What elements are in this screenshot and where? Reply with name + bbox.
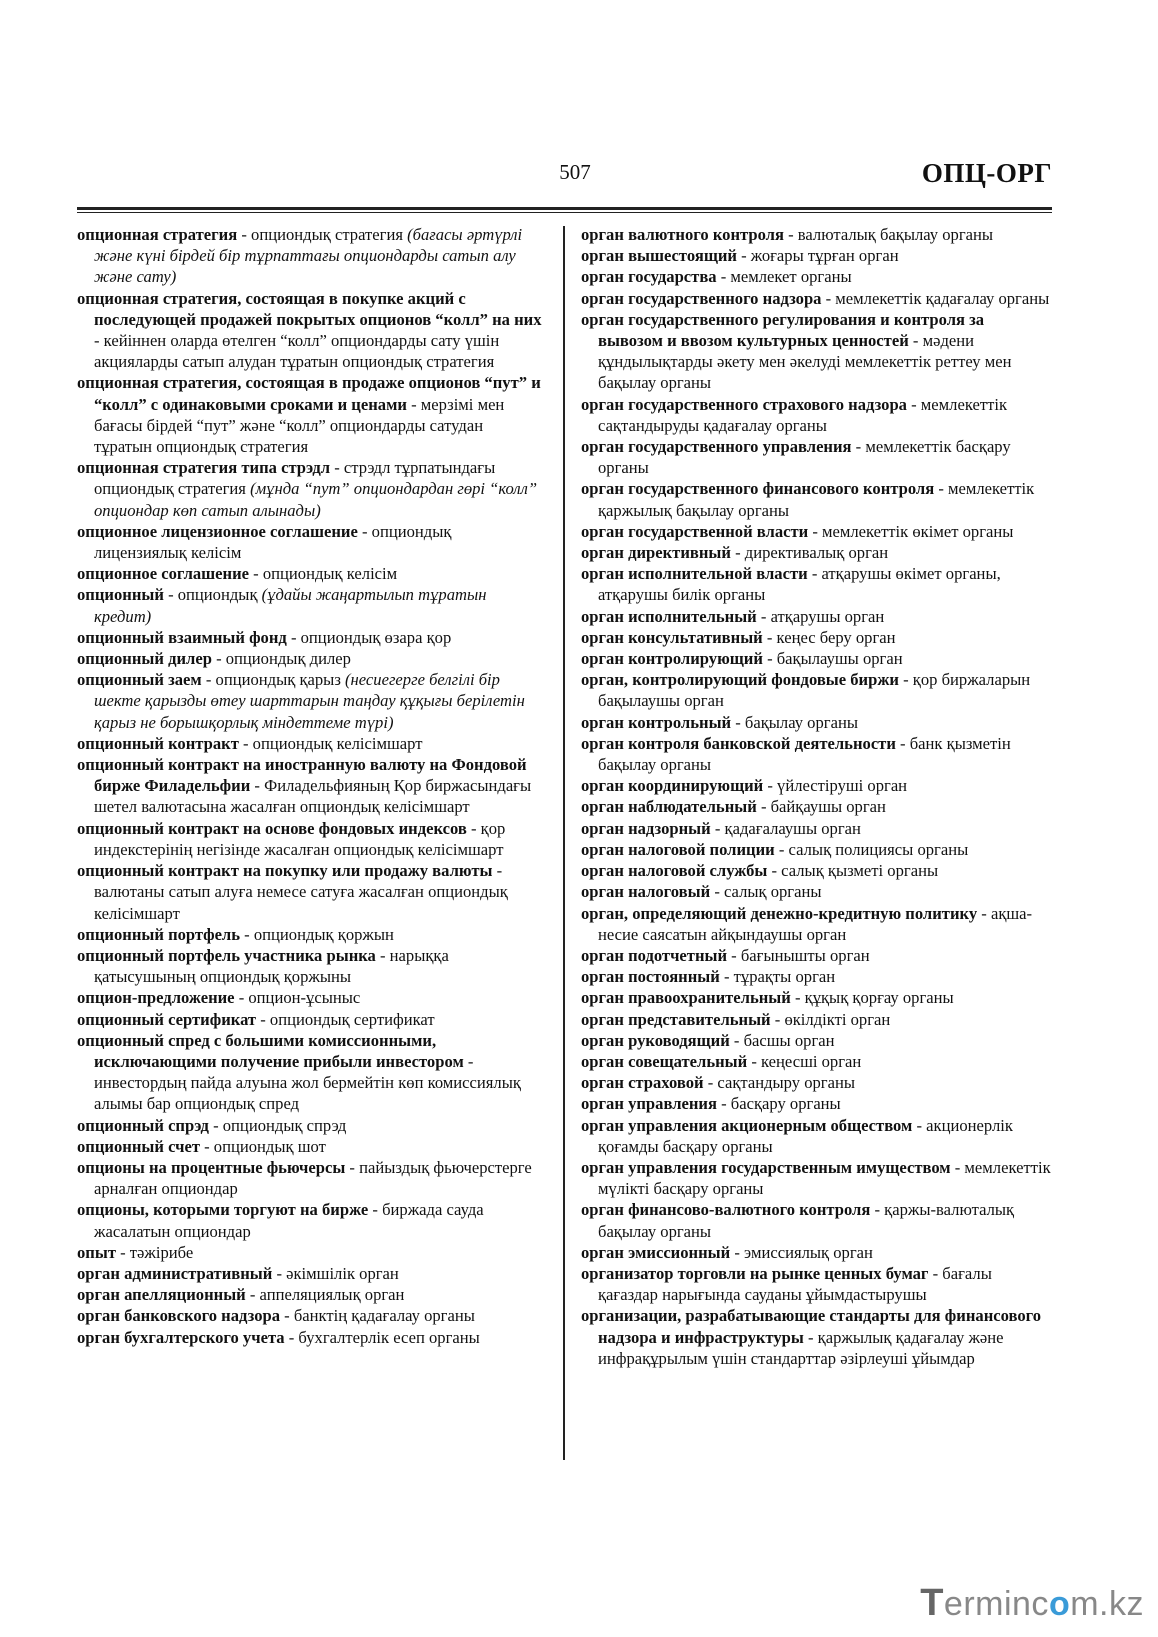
dictionary-entry (77, 987, 543, 1008)
dictionary-entry (77, 754, 543, 818)
entry-term: орган, определяющий денежно-кредитную политику (581, 903, 978, 923)
dictionary-entry (581, 1199, 1051, 1241)
dictionary-entry (581, 903, 1051, 945)
dictionary-entry (581, 542, 1051, 563)
dictionary-entry (581, 881, 1051, 902)
dictionary-entry (581, 669, 1051, 711)
entry-term: опционный дилер (77, 649, 212, 669)
dictionary-entry (581, 563, 1051, 605)
entry-definition: - тұрақты орган (719, 967, 836, 987)
entry-definition: - эмиссиялық орган (730, 1242, 873, 1262)
dictionary-entry (77, 627, 543, 648)
dictionary-entry (581, 860, 1051, 881)
entry-term: орган консультативный (581, 627, 763, 647)
dictionary-entry (77, 1284, 543, 1305)
entry-definition: - атқарушы өкімет органы, атқарушы билік органы (598, 564, 1001, 605)
dictionary-entry (77, 1327, 543, 1348)
dictionary-entry (77, 288, 543, 373)
page-number: 507 (559, 160, 591, 184)
dictionary-entry (581, 1115, 1051, 1157)
entry-definition: - директивалық орган (730, 543, 889, 563)
entry-definition: - мемлекеттік басқару органы (598, 437, 1011, 478)
entry-definition: - кеңесші орган (747, 1051, 862, 1071)
entry-definition: - құқық қорғау органы (790, 988, 954, 1008)
header-rule-thick (77, 207, 1052, 210)
dictionary-entry (581, 309, 1051, 394)
dictionary-entry (581, 1157, 1051, 1199)
entry-definition: - қор биржаларын бақылаушы орган (598, 670, 1031, 711)
dictionary-entry (77, 1009, 543, 1030)
entry-term: орган правоохранительный (581, 988, 791, 1008)
entry-term: орган страховой (581, 1073, 704, 1093)
dictionary-entry (77, 563, 543, 584)
dictionary-entry (581, 775, 1051, 796)
dictionary-entry (77, 521, 543, 563)
entry-definition: - Филадельфияның Қор биржасындағы шетел валютасына жасалған опциондық келісімшарт (94, 776, 532, 817)
dictionary-entry (581, 266, 1051, 287)
entry-term: орган исполнительной власти (581, 564, 808, 584)
entry-term: орган управления государственным имуществом (581, 1157, 951, 1177)
dictionary-entry (581, 288, 1051, 309)
dictionary-entry (77, 372, 543, 457)
entry-note: (несиегерге белгілі бір шекте қарызды өтеу шарттарын таңдау құқығы берілетін қарыз не борышқорлық міндеттеме түрі) (94, 670, 525, 732)
entry-term: орган валютного контроля (581, 225, 784, 244)
entry-definition: - басқару органы (716, 1094, 841, 1114)
entry-term: опцион-предложение (77, 988, 235, 1008)
entry-term: орган, контролирующий фондовые биржи (581, 670, 899, 690)
entry-term: орган совещательный (581, 1051, 748, 1071)
entry-term: орган административный (77, 1263, 273, 1283)
dictionary-entry (77, 457, 543, 521)
entry-term: опционный (77, 585, 164, 605)
dictionary-entry (581, 394, 1051, 436)
dictionary-entry (581, 224, 1051, 245)
left-column (77, 224, 543, 1348)
entry-term: опционный спрэд (77, 1115, 209, 1135)
dictionary-entry (581, 1030, 1051, 1051)
entry-term: орган апелляционный (77, 1285, 246, 1305)
dictionary-entry (581, 1242, 1051, 1263)
entry-term: организатор торговли на рынке ценных бумаг (581, 1263, 929, 1283)
dictionary-entry (581, 987, 1051, 1008)
entry-term: орган финансово-валютного контроля (581, 1200, 871, 1220)
dictionary-entry (77, 1115, 543, 1136)
entry-term: орган эмиссионный (581, 1242, 731, 1262)
entry-note: (мұнда “пут” опциондардан гөрі “колл” опциондар көп сатып алынады) (94, 479, 538, 520)
entry-definition: - қор индекстерінің негізінде жасалған опциондық келісімшарт (94, 818, 506, 859)
entry-definition: - салық органы (710, 882, 822, 902)
entry-term: опционная стратегия, состоящая в покупке акций с последующей продажей покрытых опционов “колл” на них (77, 288, 542, 329)
column-divider (563, 226, 565, 1460)
entry-definition: - кейіннен оларда өтелген “колл” опциондарды сату үшін акцияларды сатып алудан тұратын опциондық стратегия (94, 331, 500, 372)
entry-term: опционная стратегия, состоящая в продаже опционов “пут” и “колл” с одинаковыми сроками и ценами (77, 373, 541, 414)
entry-term: орган государственной власти (581, 521, 809, 541)
dictionary-entry (581, 521, 1051, 542)
entry-term: орган координирующий (581, 776, 764, 796)
dictionary-entry (77, 860, 543, 924)
entry-term: орган государственного регулирования и контроля за вывозом и ввозом культурных ценностей (581, 309, 985, 351)
entry-term: опционный контракт (77, 733, 239, 753)
entry-definition: - жоғары тұрған орган (736, 246, 899, 266)
entry-definition: - қадағалаушы орган (710, 818, 861, 838)
dictionary-entry (581, 1009, 1051, 1030)
running-head: ОПЦ-ОРГ (921, 158, 1052, 188)
dictionary-entry (581, 648, 1051, 669)
entry-term: орган подотчетный (581, 945, 728, 965)
dictionary-entry (77, 669, 543, 733)
entry-term: опционная стратегия (77, 225, 238, 244)
entry-term: орган контролирующий (581, 649, 763, 669)
entry-term: опционный взаимный фонд (77, 627, 287, 647)
entry-definition: - мәдени құндылықтарды әкету мен әкелуді мемлекеттік реттеу мен бақылау органы (598, 331, 1012, 393)
entry-definition: - қаржы-валюталық бақылау органы (598, 1200, 1015, 1241)
entry-term: орган контроля банковской деятельности (581, 733, 896, 753)
entry-definition: - бағалы қағаздар нарығында сауданы ұйымдастырушы (598, 1263, 992, 1305)
entry-term: орган постоянный (581, 967, 720, 987)
entry-term: орган директивный (581, 543, 731, 563)
entry-term: опционное соглашение (77, 564, 250, 584)
entry-definition: - ақша-несие саясатын айқындаушы орган (598, 903, 1033, 944)
entry-definition: - валютаны сатып алуға немесе сатуға жасалған опциондық келісімшарт (94, 861, 508, 923)
entry-definition: - салық полициясы органы (774, 839, 969, 859)
entry-term: орган контрольный (581, 712, 732, 732)
entry-term: орган управления (581, 1094, 717, 1114)
dictionary-entry (77, 924, 543, 945)
dictionary-entry (581, 606, 1051, 627)
dictionary-entry (581, 818, 1051, 839)
entry-definition: - қаржылық қадағалау және инфрақұрылым үшін стандарттар әзірлеуші ұйымдар (598, 1327, 1004, 1368)
dictionary-entry (77, 1157, 543, 1199)
dictionary-entry (77, 1136, 543, 1157)
dictionary-entry (581, 796, 1051, 817)
dictionary-entry (581, 712, 1051, 733)
entry-term: орган налоговой полиции (581, 839, 775, 859)
entry-definition: - мемлекет органы (716, 267, 852, 287)
entry-definition: - опциондық қоржын (240, 924, 394, 944)
dictionary-entry (581, 945, 1051, 966)
entry-note: (ұдайы жаңартылып тұратын кредит) (94, 585, 487, 626)
entry-definition: - өкілдікті орган (770, 1009, 891, 1029)
entry-definition: - әкімшілік орган (272, 1263, 399, 1283)
entry-term: орган государственного управления (581, 437, 852, 457)
entry-term: орган государственного страхового надзора (581, 394, 907, 414)
entry-definition: - опциондық лицензиялық келісім (94, 521, 452, 563)
entry-definition: - пайыздық фьючерстерге арналған опциондар (94, 1157, 532, 1199)
dictionary-entry (581, 1305, 1051, 1369)
entry-definition: - опциондық дилер (211, 649, 351, 669)
entry-definition: - биржада сауда жасалатын опциондар (94, 1200, 484, 1241)
dictionary-entry (581, 245, 1051, 266)
entry-definition: - атқарушы орган (756, 606, 885, 626)
dictionary-entry (581, 1263, 1051, 1305)
entry-definition: - мемлекеттік қаржылық бақылау органы (598, 479, 1035, 520)
entry-definition: - үйлестіруші орган (763, 776, 908, 796)
entry-definition: - опциондық келісім (249, 564, 398, 584)
entry-definition: - бағынышты орган (727, 945, 870, 965)
site-watermark-logo: Termincom.kz (920, 1582, 1144, 1624)
entry-definition: - бақылаушы орган (762, 649, 903, 669)
dictionary-entry (77, 1305, 543, 1326)
entry-term: орган государственного надзора (581, 288, 822, 308)
entry-term: опционы на процентные фьючерсы (77, 1157, 346, 1177)
dictionary-entry (77, 584, 543, 626)
entry-definition: - опциондық стратегия (237, 225, 408, 244)
entry-term: опционный заем (77, 670, 202, 690)
entry-definition: - опциондық қарыз (201, 670, 346, 690)
entry-definition: - опциондық (163, 585, 262, 605)
dictionary-entry (77, 648, 543, 669)
entry-definition: - стрэдл тұрпатындағы опциондық стратегия (94, 458, 496, 499)
entry-term: опционный спред с большими комиссионными, исключающими получение прибыли инвестором (77, 1030, 464, 1071)
dictionary-entry (77, 224, 543, 288)
entry-note: (бағасы әртүрлі және күні бірдей бір тұрпаттағы опциондарды сатып алу және сату) (94, 225, 523, 287)
entry-definition: - опцион-ұсыныс (234, 988, 361, 1008)
dictionary-entry (581, 1072, 1051, 1093)
dictionary-entry (581, 733, 1051, 775)
entry-term: опционный контракт на основе фондовых индексов (77, 818, 467, 838)
header-rule-thin (77, 212, 1052, 213)
entry-term: орган исполнительный (581, 606, 757, 626)
dictionary-entry (77, 1263, 543, 1284)
entry-definition: - опциондық келісімшарт (238, 733, 423, 753)
dictionary-entry (581, 436, 1051, 478)
entry-term: опционный портфель участника рынка (77, 945, 376, 965)
entry-term: опционный контракт на покупку или продажу валюты (77, 861, 493, 881)
dictionary-entry (77, 733, 543, 754)
entry-definition: - банктің қадағалау органы (280, 1306, 475, 1326)
entry-term: опционный счет (77, 1136, 200, 1156)
entry-term: орган налоговой службы (581, 861, 768, 881)
entry-term: орган налоговый (581, 882, 711, 902)
entry-term: опционный контракт на иностранную валюту на Фондовой бирже Филадельфии (77, 755, 527, 796)
entry-term: опыт (77, 1242, 116, 1262)
entry-term: орган государства (581, 267, 717, 287)
dictionary-entry (77, 945, 543, 987)
entry-definition: - бухгалтерлік есеп органы (284, 1327, 480, 1347)
entry-definition: - кеңес беру орган (762, 627, 896, 647)
entry-term: опционный портфель (77, 924, 241, 944)
entry-definition: - тәжірибе (115, 1242, 194, 1262)
entry-definition: - нарыққа қатысушының опциондық қоржыны (94, 945, 449, 987)
dictionary-entry (77, 1030, 543, 1115)
entry-definition: - мемлекеттік мүлікті басқару органы (598, 1157, 1051, 1199)
entry-definition: - салық қызметі органы (767, 861, 939, 881)
dictionary-entry (77, 1242, 543, 1263)
entry-definition: - акционерлік қоғамды басқару органы (598, 1115, 1013, 1156)
dictionary-entry (581, 1093, 1051, 1114)
entry-term: опционный сертификат (77, 1009, 257, 1029)
dictionary-entry (581, 478, 1051, 520)
entry-term: опционы, которыми торгуют на бирже (77, 1200, 369, 1220)
entry-term: орган надзорный (581, 818, 711, 838)
entry-term: организации, разрабатывающие стандарты для финансового надзора и инфраструктуры (581, 1306, 1042, 1347)
entry-definition: - мерзімі мен бағасы бірдей “пут” және “колл” опциондарды сатудан тұратын опциондық стратегия (94, 394, 505, 457)
entry-definition: - бақылау органы (731, 712, 858, 732)
entry-term: орган вышестоящий (581, 246, 737, 266)
entry-term: опционная стратегия типа стрэдл (77, 458, 331, 478)
dictionary-entry (77, 1199, 543, 1241)
entry-definition: - байқаушы орган (756, 797, 886, 817)
entry-term: орган представительный (581, 1009, 771, 1029)
entry-definition: - опциондық шот (199, 1136, 326, 1156)
entry-term: орган управления акционерным обществом (581, 1115, 913, 1135)
entry-definition: - аппеляциялық орган (245, 1285, 405, 1305)
dictionary-entry (581, 839, 1051, 860)
entry-definition: - инвестордың пайда алуына жол бермейтін көп комиссиялық алымы бар опциондық спред (94, 1051, 521, 1114)
entry-term: орган бухгалтерского учета (77, 1327, 285, 1347)
entry-term: орган банковского надзора (77, 1306, 281, 1326)
entry-definition: - мемлекеттік сақтандыруды қадағалау органы (598, 394, 1008, 435)
entry-definition: - валюталық бақылау органы (783, 225, 994, 244)
entry-term: орган наблюдательный (581, 797, 757, 817)
entry-definition: - мемлекеттік қадағалау органы (821, 288, 1050, 308)
entry-definition: - басшы орган (729, 1030, 835, 1050)
dictionary-entry (581, 627, 1051, 648)
entry-term: опционное лицензионное соглашение (77, 521, 358, 541)
entry-term: орган государственного финансового контроля (581, 479, 935, 499)
entry-definition: - опциондық өзара қор (286, 627, 452, 647)
entry-definition: - опциондық спрэд (208, 1115, 347, 1135)
dictionary-entry (581, 966, 1051, 987)
right-column (581, 224, 1051, 1369)
dictionary-entry (77, 818, 543, 860)
entry-definition: - банк қызметін бақылау органы (598, 733, 1011, 775)
entry-term: орган руководящий (581, 1030, 730, 1050)
dictionary-entry (581, 1051, 1051, 1072)
entry-definition: - опциондық сертификат (256, 1009, 435, 1029)
entry-definition: - мемлекеттік өкімет органы (808, 521, 1014, 541)
entry-definition: - сақтандыру органы (703, 1073, 856, 1093)
